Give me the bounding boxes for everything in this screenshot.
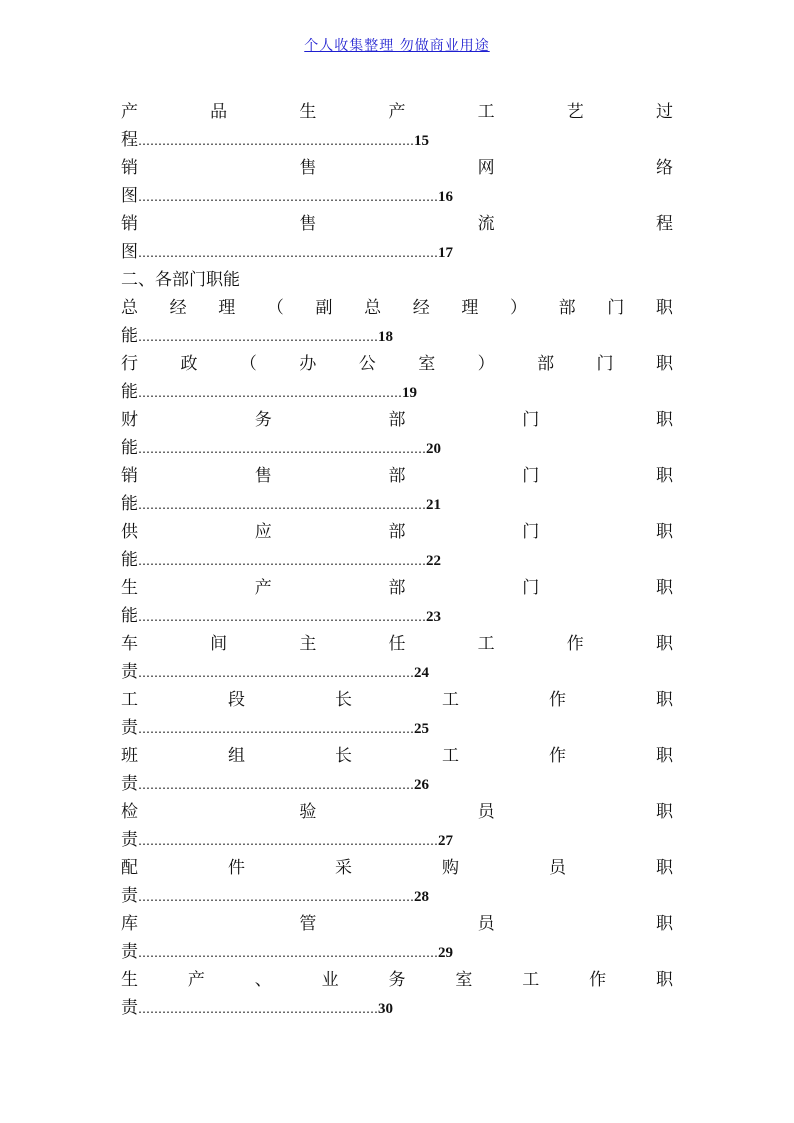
toc-title-char: 行 <box>121 354 138 374</box>
toc-title-char: 售 <box>299 214 317 234</box>
toc-title-char: 门 <box>522 466 540 486</box>
toc-title-char: 生 <box>121 578 138 598</box>
toc-title-char: 门 <box>522 410 540 430</box>
toc-title-last-char: 能 <box>121 382 138 402</box>
toc-title-char: 生 <box>121 970 138 990</box>
toc-title-char: 产 <box>187 970 205 990</box>
toc-title-char: 组 <box>228 746 245 766</box>
toc-title-last-char: 图 <box>121 186 138 206</box>
toc-dot-leader: ……………………………………………………………… <box>138 498 426 512</box>
toc-entry[interactable] <box>121 350 673 406</box>
toc-page-number: 27 <box>438 833 453 849</box>
toc-title-char: 理 <box>461 298 479 318</box>
toc-entry-title-line <box>121 798 673 826</box>
toc-page-number: 25 <box>414 721 429 737</box>
toc-title-char: 产 <box>388 102 406 122</box>
toc-title-char: 应 <box>254 522 272 542</box>
toc-title-char: 管 <box>299 914 317 934</box>
toc-title-last-char: 程 <box>121 130 138 150</box>
toc-dot-leader: …………………………………………………………… <box>138 134 414 148</box>
toc-entry-leader-line <box>121 378 673 406</box>
toc-entry-title-line <box>121 910 673 938</box>
toc-title-last-char: 责 <box>121 998 138 1018</box>
toc-title-char: 门 <box>522 522 540 542</box>
toc-title-char: 主 <box>299 634 317 654</box>
toc-page-number: 21 <box>426 497 441 513</box>
toc-title-last-char: 责 <box>121 942 138 962</box>
toc-title-last-char: 能 <box>121 438 138 458</box>
toc-page-number: 19 <box>402 385 417 401</box>
toc-entry-title-line <box>121 350 673 378</box>
toc-title-char: 检 <box>121 802 138 822</box>
toc-entry[interactable] <box>121 210 673 266</box>
toc-title-last-char: 能 <box>121 606 138 626</box>
toc-dot-leader: ……………………………………………………………… <box>138 554 426 568</box>
toc-title-char: 长 <box>335 746 352 766</box>
toc-title-char: 售 <box>299 158 317 178</box>
toc-title-char: 验 <box>299 802 317 822</box>
toc-page-number: 20 <box>426 441 441 457</box>
toc-dot-leader: …………………………………………………… <box>138 1002 378 1016</box>
toc-entry-title-line <box>121 574 673 602</box>
toc-title-char: 部 <box>388 522 406 542</box>
toc-title-char: 工 <box>121 690 138 710</box>
toc-page-number: 18 <box>378 329 393 345</box>
toc-title-char: 车 <box>121 634 138 654</box>
toc-entry-leader-line <box>121 546 673 574</box>
toc-dot-leader: …………………………………………………………… <box>138 722 414 736</box>
toc-title-char: 工 <box>442 746 459 766</box>
toc-title-char: 业 <box>321 970 339 990</box>
toc-title-char: 职 <box>655 354 673 374</box>
toc-title-char: 职 <box>656 858 673 878</box>
toc-title-char: 室 <box>418 354 436 374</box>
toc-title-char: 职 <box>656 410 673 430</box>
toc-entry[interactable] <box>121 798 673 854</box>
toc-title-char: 办 <box>299 354 317 374</box>
toc-page-number: 22 <box>426 553 441 569</box>
toc-entry[interactable] <box>121 966 673 1022</box>
header-link[interactable]: 个人收集整理 勿做商业用途 <box>304 38 490 54</box>
toc-dot-leader: ……………………………………………………………… <box>138 442 426 456</box>
toc-dot-leader: …………………………………………………… <box>138 330 378 344</box>
toc-title-char: 职 <box>656 522 673 542</box>
toc-title-char: 员 <box>477 802 495 822</box>
toc-title-char: 、 <box>254 970 272 990</box>
toc-entry-title-line <box>121 518 673 546</box>
toc-title-char: 作 <box>589 970 607 990</box>
toc-title-char: 作 <box>566 634 584 654</box>
toc-title-char: 员 <box>477 914 495 934</box>
toc-dot-leader: …………………………………………………………… <box>138 890 414 904</box>
toc-title-char: 门 <box>596 354 614 374</box>
toc-title-char: 艺 <box>566 102 584 122</box>
toc-title-char: 工 <box>442 690 459 710</box>
toc-title-char: 生 <box>299 102 317 122</box>
toc-title-char: 门 <box>522 578 540 598</box>
toc-title-char: 段 <box>228 690 245 710</box>
toc-title-char: 件 <box>228 858 245 878</box>
toc-entry[interactable] <box>121 406 673 462</box>
toc-entry-leader-line <box>121 434 673 462</box>
toc-title-char: 经 <box>169 298 187 318</box>
toc-title-last-char: 能 <box>121 550 138 570</box>
toc-page-number: 26 <box>414 777 429 793</box>
toc-title-char: 部 <box>537 354 555 374</box>
toc-title-char: 供 <box>121 522 138 542</box>
toc-title-last-char: 责 <box>121 830 138 850</box>
toc-title-char: 职 <box>656 690 673 710</box>
toc-entry-leader-line <box>121 882 673 910</box>
toc-title-char: 购 <box>442 858 459 878</box>
toc-title-char: 职 <box>655 298 673 318</box>
toc-title-char: 销 <box>121 214 138 234</box>
toc-entry-leader-line <box>121 826 673 854</box>
toc-title-char: 经 <box>412 298 430 318</box>
toc-title-char: 品 <box>210 102 228 122</box>
toc-entry-title-line <box>121 210 673 238</box>
toc-title-char: 总 <box>364 298 382 318</box>
toc-dot-leader: …………………………………………………………… <box>138 778 414 792</box>
toc-title-char: 产 <box>254 578 272 598</box>
toc-entry-leader-line <box>121 658 673 686</box>
toc-title-char: （ <box>266 298 284 318</box>
table-of-contents <box>121 98 673 1022</box>
toc-entry-title-line <box>121 966 673 994</box>
toc-entry-leader-line <box>121 938 673 966</box>
toc-page-number: 30 <box>378 1001 393 1017</box>
toc-entry[interactable] <box>121 98 673 154</box>
toc-title-char: 职 <box>655 802 673 822</box>
toc-title-char: 作 <box>549 746 566 766</box>
toc-entry[interactable] <box>121 574 673 630</box>
toc-dot-leader: ………………………………………………………………… <box>138 190 438 204</box>
toc-entry-leader-line <box>121 126 673 154</box>
toc-title-last-char: 责 <box>121 886 138 906</box>
toc-title-char: 部 <box>388 466 406 486</box>
toc-title-char: 采 <box>335 858 352 878</box>
toc-title-char: ） <box>477 354 495 374</box>
toc-entry-title-line <box>121 742 673 770</box>
toc-entry[interactable] <box>121 630 673 686</box>
toc-entry[interactable] <box>121 686 673 742</box>
toc-entry[interactable] <box>121 854 673 910</box>
toc-title-char: 任 <box>388 634 406 654</box>
toc-dot-leader: …………………………………………………………… <box>138 666 414 680</box>
toc-dot-leader: ………………………………………………………………… <box>138 246 438 260</box>
toc-dot-leader: ………………………………………………………… <box>138 386 402 400</box>
toc-title-last-char: 图 <box>121 242 138 262</box>
toc-title-last-char: 责 <box>121 718 138 738</box>
toc-title-char: 门 <box>607 298 625 318</box>
toc-entry-title-line <box>121 686 673 714</box>
toc-title-last-char: 责 <box>121 774 138 794</box>
toc-title-char: 过 <box>655 102 673 122</box>
toc-title-char: 流 <box>477 214 495 234</box>
toc-title-char: ） <box>510 298 527 318</box>
toc-title-char: 职 <box>655 914 673 934</box>
toc-title-char: 务 <box>254 410 272 430</box>
toc-title-char: 职 <box>656 746 673 766</box>
toc-title-char: 工 <box>522 970 540 990</box>
toc-title-char: 职 <box>656 466 673 486</box>
toc-section-heading: 二、各部门职能 <box>121 270 240 290</box>
toc-page-number: 24 <box>414 665 429 681</box>
toc-entry-leader-line <box>121 322 673 350</box>
toc-entry[interactable] <box>121 294 673 350</box>
toc-title-char: 销 <box>121 158 138 178</box>
toc-title-char: 产 <box>121 102 138 122</box>
toc-entry-leader-line <box>121 994 673 1022</box>
toc-title-char: 部 <box>558 298 576 318</box>
toc-title-char: 配 <box>121 858 138 878</box>
toc-title-char: 程 <box>655 214 673 234</box>
toc-title-char: 长 <box>335 690 352 710</box>
toc-entry-title-line <box>121 294 673 322</box>
toc-entry-leader-line <box>121 770 673 798</box>
toc-title-char: 间 <box>210 634 228 654</box>
toc-page-number: 23 <box>426 609 441 625</box>
toc-page-number: 17 <box>438 245 453 261</box>
toc-entry-title-line <box>121 630 673 658</box>
toc-entry[interactable] <box>121 154 673 210</box>
toc-entry-title-line <box>121 854 673 882</box>
toc-title-char: （ <box>239 354 257 374</box>
toc-entry-title-line <box>121 462 673 490</box>
toc-entry-leader-line <box>121 182 673 210</box>
toc-entry-title-line <box>121 406 673 434</box>
toc-title-char: 作 <box>549 690 566 710</box>
toc-title-char: 部 <box>388 578 406 598</box>
toc-title-char: 财 <box>121 410 138 430</box>
toc-title-char: 工 <box>477 102 495 122</box>
toc-title-char: 售 <box>254 466 272 486</box>
toc-entry-leader-line <box>121 490 673 518</box>
toc-entry[interactable] <box>121 462 673 518</box>
toc-entry-title-line <box>121 98 673 126</box>
toc-title-char: 理 <box>218 298 236 318</box>
toc-title-char: 职 <box>655 634 673 654</box>
toc-title-char: 销 <box>121 466 138 486</box>
toc-title-char: 员 <box>549 858 566 878</box>
toc-title-last-char: 责 <box>121 662 138 682</box>
toc-page-number: 15 <box>414 133 429 149</box>
toc-title-char: 务 <box>388 970 406 990</box>
toc-title-char: 络 <box>655 158 673 178</box>
toc-dot-leader: ………………………………………………………………… <box>138 946 438 960</box>
toc-dot-leader: ………………………………………………………………… <box>138 834 438 848</box>
toc-entry-leader-line <box>121 714 673 742</box>
toc-page-number: 29 <box>438 945 453 961</box>
toc-title-char: 职 <box>656 970 673 990</box>
toc-title-char: 工 <box>477 634 495 654</box>
toc-title-char: 职 <box>656 578 673 598</box>
toc-entry-leader-line <box>121 602 673 630</box>
toc-title-char: 网 <box>477 158 495 178</box>
toc-title-char: 政 <box>180 354 198 374</box>
toc-entry[interactable] <box>121 742 673 798</box>
toc-dot-leader: ……………………………………………………………… <box>138 610 426 624</box>
toc-entry-title-line <box>121 154 673 182</box>
toc-title-last-char: 能 <box>121 494 138 514</box>
toc-entry[interactable] <box>121 910 673 966</box>
toc-title-char: 室 <box>455 970 473 990</box>
toc-title-char: 库 <box>121 914 138 934</box>
toc-entry-leader-line <box>121 238 673 266</box>
toc-page-number: 16 <box>438 189 453 205</box>
toc-title-char: 副 <box>315 298 333 318</box>
toc-title-char: 公 <box>358 354 376 374</box>
toc-entry[interactable] <box>121 518 673 574</box>
toc-page-number: 28 <box>414 889 429 905</box>
toc-title-char: 班 <box>121 746 138 766</box>
toc-title-last-char: 能 <box>121 326 138 346</box>
toc-title-char: 部 <box>388 410 406 430</box>
toc-title-char: 总 <box>121 298 138 318</box>
